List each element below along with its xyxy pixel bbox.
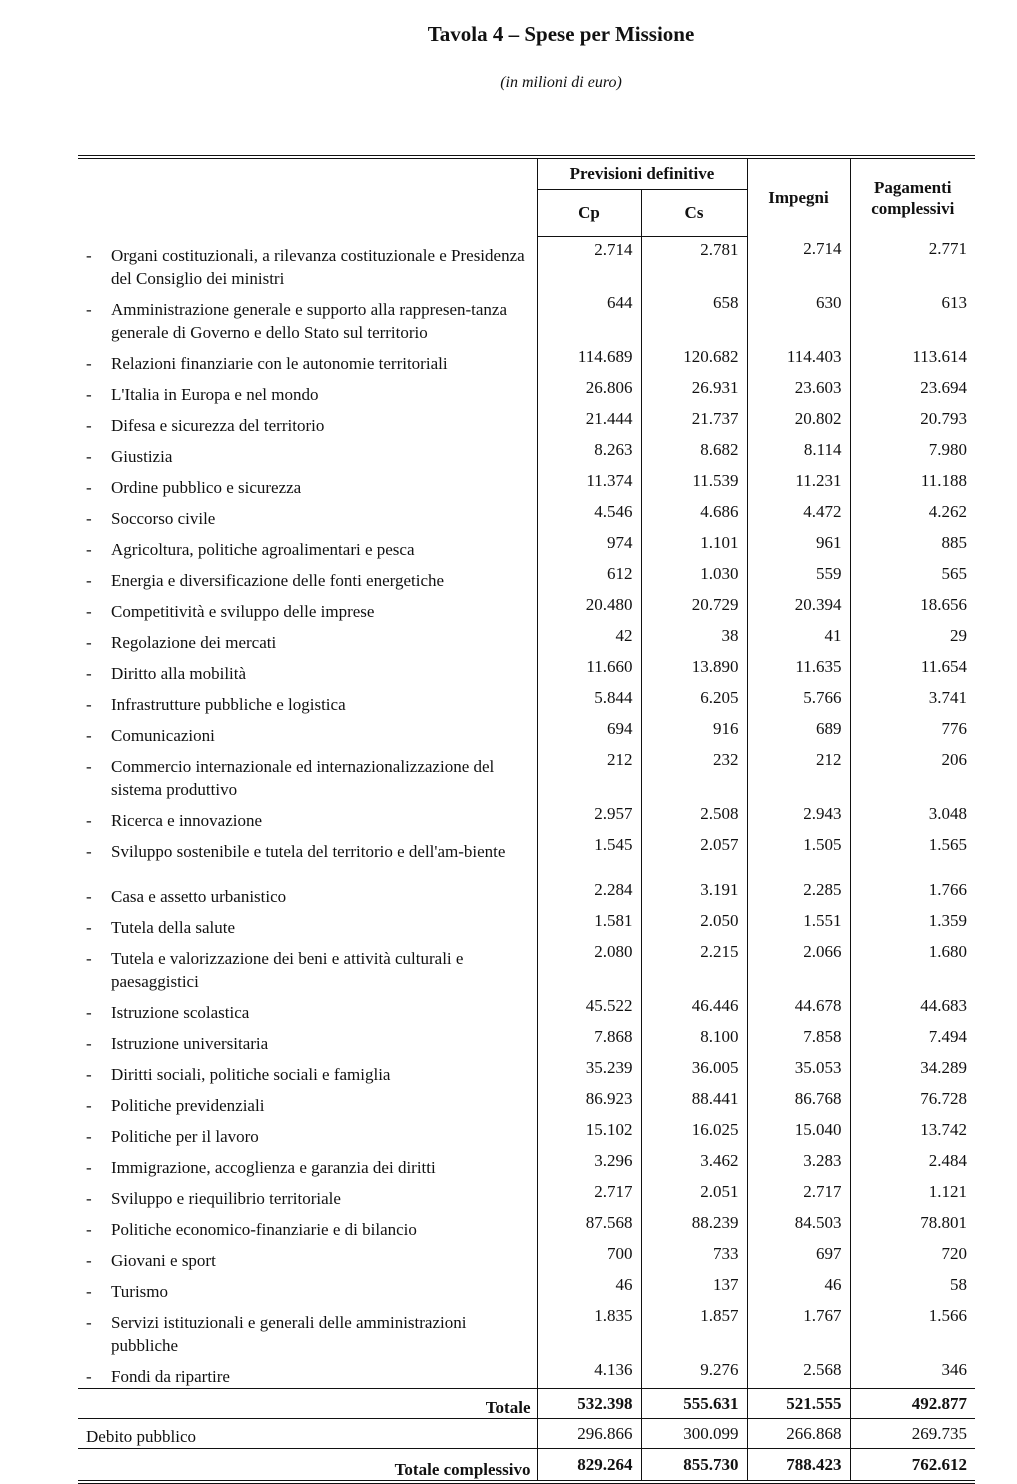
debito-row-cp: 296.866 [537, 1419, 641, 1449]
debito-row-impegni: 266.868 [747, 1419, 850, 1449]
totale-row-pagamenti: 492.877 [850, 1389, 975, 1419]
cell-pagamenti: 1.565 [850, 832, 975, 877]
row-label: Energia e diversificazione delle fonti energetiche [111, 571, 445, 590]
cell-cs: 21.737 [641, 406, 747, 437]
table-row [78, 832, 975, 877]
cell-cs: 26.931 [641, 375, 747, 406]
cell-impegni: 961 [747, 530, 850, 561]
cell-impegni: 84.503 [747, 1210, 850, 1241]
table-row [78, 1086, 975, 1117]
row-label-cell [78, 499, 537, 530]
table-row [78, 747, 975, 801]
bullet-dash: - [86, 385, 92, 404]
cell-cs: 6.205 [641, 685, 747, 716]
row-label-cell [78, 375, 537, 406]
row-label: Casa e assetto urbanistico [111, 887, 287, 906]
cell-cp: 2.717 [537, 1179, 641, 1210]
debito-row [78, 1419, 975, 1449]
row-label: Servizi istituzionali e generali delle amministrazioni pubbliche [111, 1313, 467, 1355]
cell-cp: 2.080 [537, 939, 641, 993]
cell-impegni: 86.768 [747, 1086, 850, 1117]
bullet-dash: - [86, 571, 92, 590]
row-label: Regolazione dei mercati [111, 633, 277, 652]
cell-cp: 212 [537, 747, 641, 801]
row-label: Diritto alla mobilità [111, 664, 247, 683]
row-label-cell [78, 716, 537, 747]
cell-pagamenti: 3.048 [850, 801, 975, 832]
table-row [78, 1241, 975, 1272]
cell-cp: 42 [537, 623, 641, 654]
row-label: Diritti sociali, politiche sociali e famiglia [111, 1065, 391, 1084]
table-row [78, 685, 975, 716]
cell-cp: 612 [537, 561, 641, 592]
row-label-cell [78, 1303, 537, 1357]
bullet-dash: - [86, 1127, 92, 1146]
row-label-cell [78, 344, 537, 375]
debito-row-label: Debito pubblico [78, 1419, 537, 1449]
totale-complessivo-row-cp: 829.264 [537, 1449, 641, 1482]
bullet-dash: - [86, 416, 92, 435]
table-row [78, 1024, 975, 1055]
table-row [78, 1272, 975, 1303]
cell-cs: 2.781 [641, 236, 747, 290]
table-row [78, 499, 975, 530]
bullet-dash: - [86, 726, 92, 745]
totale-complessivo-row [78, 1449, 975, 1482]
table-row [78, 1179, 975, 1210]
cell-impegni: 2.066 [747, 939, 850, 993]
row-label: Istruzione universitaria [111, 1034, 269, 1053]
bullet-dash: - [86, 918, 92, 937]
row-label-cell [78, 1086, 537, 1117]
cell-cp: 4.546 [537, 499, 641, 530]
table-row [78, 406, 975, 437]
cell-cp: 7.868 [537, 1024, 641, 1055]
table-row [78, 716, 975, 747]
table-row [78, 654, 975, 685]
cell-impegni: 20.394 [747, 592, 850, 623]
row-label-cell [78, 908, 537, 939]
header-cp: Cp [537, 189, 641, 236]
cell-pagamenti: 18.656 [850, 592, 975, 623]
cell-pagamenti: 23.694 [850, 375, 975, 406]
page-subtitle: (in milioni di euro) [500, 74, 622, 91]
row-label: Turismo [111, 1282, 169, 1301]
row-label-cell [78, 685, 537, 716]
cell-impegni: 11.635 [747, 654, 850, 685]
spese-table [78, 155, 975, 1484]
totale-row [78, 1389, 975, 1419]
bullet-dash: - [86, 633, 92, 652]
cell-impegni: 2.717 [747, 1179, 850, 1210]
cell-impegni: 20.802 [747, 406, 850, 437]
cell-impegni: 41 [747, 623, 850, 654]
cell-pagamenti: 776 [850, 716, 975, 747]
cell-pagamenti: 44.683 [850, 993, 975, 1024]
cell-cs: 20.729 [641, 592, 747, 623]
table-row [78, 1303, 975, 1357]
row-label: Istruzione scolastica [111, 1003, 250, 1022]
cell-pagamenti: 29 [850, 623, 975, 654]
cell-cs: 658 [641, 290, 747, 344]
bullet-dash: - [86, 1220, 92, 1239]
cell-cp: 21.444 [537, 406, 641, 437]
cell-cp: 46 [537, 1272, 641, 1303]
cell-pagamenti: 613 [850, 290, 975, 344]
cell-cs: 2.051 [641, 1179, 747, 1210]
cell-impegni: 1.767 [747, 1303, 850, 1357]
row-label-cell [78, 1357, 537, 1389]
cell-cs: 1.857 [641, 1303, 747, 1357]
cell-pagamenti: 1.680 [850, 939, 975, 993]
cell-cp: 5.844 [537, 685, 641, 716]
cell-cp: 15.102 [537, 1117, 641, 1148]
cell-impegni: 559 [747, 561, 850, 592]
cell-pagamenti: 11.188 [850, 468, 975, 499]
cell-impegni: 15.040 [747, 1117, 850, 1148]
cell-cp: 974 [537, 530, 641, 561]
row-label-cell [78, 939, 537, 993]
table-row [78, 993, 975, 1024]
cell-pagamenti: 20.793 [850, 406, 975, 437]
bullet-dash: - [86, 842, 92, 861]
row-label-cell [78, 623, 537, 654]
row-label: Politiche per il lavoro [111, 1127, 259, 1146]
row-label-cell [78, 592, 537, 623]
cell-cs: 46.446 [641, 993, 747, 1024]
row-label-cell [78, 1210, 537, 1241]
row-label: Ordine pubblico e sicurezza [111, 478, 302, 497]
cell-impegni: 1.505 [747, 832, 850, 877]
row-label: Organi costituzionali, a rilevanza costituzionale e Presidenza del Consiglio dei ministri [111, 246, 525, 288]
table-row [78, 468, 975, 499]
cell-pagamenti: 13.742 [850, 1117, 975, 1148]
row-label: Commercio internazionale ed internazionalizzazione del sistema produttivo [111, 757, 495, 799]
cell-pagamenti: 206 [850, 747, 975, 801]
cell-pagamenti: 1.121 [850, 1179, 975, 1210]
table-row [78, 344, 975, 375]
table-row [78, 623, 975, 654]
cell-pagamenti: 76.728 [850, 1086, 975, 1117]
table-row [78, 375, 975, 406]
cell-pagamenti: 7.980 [850, 437, 975, 468]
cell-cs: 11.539 [641, 468, 747, 499]
row-label-cell [78, 406, 537, 437]
bullet-dash: - [86, 478, 92, 497]
cell-cs: 2.057 [641, 832, 747, 877]
cell-cs: 1.030 [641, 561, 747, 592]
cell-cs: 38 [641, 623, 747, 654]
table-row [78, 939, 975, 993]
cell-pagamenti: 11.654 [850, 654, 975, 685]
row-label-cell [78, 993, 537, 1024]
row-label: L'Italia in Europa e nel mondo [111, 385, 319, 404]
row-label: Giovani e sport [111, 1251, 216, 1270]
row-label-cell [78, 1241, 537, 1272]
cell-impegni: 46 [747, 1272, 850, 1303]
row-label-cell [78, 1148, 537, 1179]
cell-pagamenti: 58 [850, 1272, 975, 1303]
cell-impegni: 5.766 [747, 685, 850, 716]
bullet-dash: - [86, 1158, 92, 1177]
cell-cs: 9.276 [641, 1357, 747, 1389]
row-label: Agricoltura, politiche agroalimentari e pesca [111, 540, 415, 559]
table-row [78, 908, 975, 939]
row-label-cell [78, 1024, 537, 1055]
cell-pagamenti: 2.484 [850, 1148, 975, 1179]
table-row [78, 236, 975, 290]
row-label: Comunicazioni [111, 726, 215, 745]
header-impegni: Impegni [747, 157, 850, 236]
row-label: Soccorso civile [111, 509, 216, 528]
cell-impegni: 35.053 [747, 1055, 850, 1086]
cell-cp: 26.806 [537, 375, 641, 406]
header-pagamenti: Pagamenti complessivi [850, 157, 975, 236]
bullet-dash: - [86, 949, 92, 968]
cell-pagamenti: 78.801 [850, 1210, 975, 1241]
table-row [78, 801, 975, 832]
cell-pagamenti: 2.771 [850, 236, 975, 290]
cell-impegni: 630 [747, 290, 850, 344]
header-row-1 [78, 157, 975, 189]
cell-cs: 36.005 [641, 1055, 747, 1086]
cell-cs: 8.100 [641, 1024, 747, 1055]
table-row [78, 592, 975, 623]
cell-cp: 11.374 [537, 468, 641, 499]
row-label: Immigrazione, accoglienza e garanzia dei diritti [111, 1158, 436, 1177]
cell-pagamenti: 3.741 [850, 685, 975, 716]
table-row [78, 561, 975, 592]
cell-cs: 2.215 [641, 939, 747, 993]
table-row [78, 1357, 975, 1389]
bullet-dash: - [86, 1096, 92, 1115]
cell-impegni: 2.714 [747, 236, 850, 290]
cell-cp: 20.480 [537, 592, 641, 623]
cell-cs: 137 [641, 1272, 747, 1303]
cell-cs: 733 [641, 1241, 747, 1272]
row-label-cell [78, 832, 537, 877]
cell-pagamenti: 1.766 [850, 877, 975, 908]
bullet-dash: - [86, 1251, 92, 1270]
bullet-dash: - [86, 1313, 92, 1332]
cell-pagamenti: 565 [850, 561, 975, 592]
totale-row-cp: 532.398 [537, 1389, 641, 1419]
page-title: Tavola 4 – Spese per Missione [427, 22, 695, 46]
cell-impegni: 8.114 [747, 437, 850, 468]
bullet-dash: - [86, 1189, 92, 1208]
cell-cs: 16.025 [641, 1117, 747, 1148]
cell-cp: 35.239 [537, 1055, 641, 1086]
cell-cp: 4.136 [537, 1357, 641, 1389]
bullet-dash: - [86, 1282, 92, 1301]
bullet-dash: - [86, 602, 92, 621]
bullet-dash: - [86, 354, 92, 373]
row-label-cell [78, 747, 537, 801]
cell-impegni: 114.403 [747, 344, 850, 375]
cell-pagamenti: 346 [850, 1357, 975, 1389]
cell-cs: 232 [641, 747, 747, 801]
cell-impegni: 2.568 [747, 1357, 850, 1389]
table-row [78, 530, 975, 561]
cell-cs: 2.508 [641, 801, 747, 832]
bullet-dash: - [86, 540, 92, 559]
header-previsioni: Previsioni definitive [537, 157, 747, 189]
cell-cp: 2.957 [537, 801, 641, 832]
table-row [78, 290, 975, 344]
cell-cs: 13.890 [641, 654, 747, 685]
bullet-dash: - [86, 1367, 92, 1386]
row-label: Amministrazione generale e supporto alla rappresen-tanza generale di Governo e dello Stato sul territorio [111, 300, 508, 342]
cell-impegni: 1.551 [747, 908, 850, 939]
cell-pagamenti: 34.289 [850, 1055, 975, 1086]
totale-complessivo-row-impegni: 788.423 [747, 1449, 850, 1482]
table-row [78, 437, 975, 468]
row-label-cell [78, 468, 537, 499]
cell-cp: 87.568 [537, 1210, 641, 1241]
cell-cs: 88.441 [641, 1086, 747, 1117]
cell-cp: 644 [537, 290, 641, 344]
row-label: Sviluppo sostenibile e tutela del territorio e dell'am-biente [111, 842, 506, 861]
cell-cs: 916 [641, 716, 747, 747]
bullet-dash: - [86, 757, 92, 776]
table-row [78, 877, 975, 908]
totale-row-label: Totale [78, 1389, 537, 1419]
cell-cs: 2.050 [641, 908, 747, 939]
cell-cs: 8.682 [641, 437, 747, 468]
row-label-cell [78, 1117, 537, 1148]
row-label: Giustizia [111, 447, 173, 466]
cell-pagamenti: 1.359 [850, 908, 975, 939]
row-label: Sviluppo e riequilibrio territoriale [111, 1189, 341, 1208]
cell-cp: 45.522 [537, 993, 641, 1024]
bullet-dash: - [86, 695, 92, 714]
cell-cs: 88.239 [641, 1210, 747, 1241]
bullet-dash: - [86, 246, 92, 265]
cell-impegni: 23.603 [747, 375, 850, 406]
table-row [78, 1210, 975, 1241]
cell-pagamenti: 885 [850, 530, 975, 561]
debito-row-cs: 300.099 [641, 1419, 747, 1449]
row-label: Tutela e valorizzazione dei beni e attività culturali e paesaggistici [111, 949, 464, 991]
table-row [78, 1055, 975, 1086]
cell-impegni: 689 [747, 716, 850, 747]
cell-cp: 3.296 [537, 1148, 641, 1179]
cell-cp: 2.714 [537, 236, 641, 290]
bullet-dash: - [86, 1003, 92, 1022]
cell-cp: 694 [537, 716, 641, 747]
cell-impegni: 7.858 [747, 1024, 850, 1055]
cell-cs: 4.686 [641, 499, 747, 530]
row-label-cell [78, 530, 537, 561]
cell-cs: 120.682 [641, 344, 747, 375]
header-blank-cell [78, 157, 537, 236]
totale-complessivo-row-pagamenti: 762.612 [850, 1449, 975, 1482]
cell-impegni: 2.943 [747, 801, 850, 832]
debito-row-pagamenti: 269.735 [850, 1419, 975, 1449]
row-label-cell [78, 1055, 537, 1086]
row-label-cell [78, 877, 537, 908]
cell-pagamenti: 1.566 [850, 1303, 975, 1357]
row-label-cell [78, 236, 537, 290]
bullet-dash: - [86, 811, 92, 830]
cell-impegni: 3.283 [747, 1148, 850, 1179]
cell-pagamenti: 4.262 [850, 499, 975, 530]
row-label-cell [78, 437, 537, 468]
row-label: Relazioni finanziarie con le autonomie territoriali [111, 354, 448, 373]
bullet-dash: - [86, 1065, 92, 1084]
row-label: Politiche previdenziali [111, 1096, 265, 1115]
row-label-cell [78, 561, 537, 592]
row-label: Tutela della salute [111, 918, 236, 937]
row-label: Fondi da ripartire [111, 1367, 230, 1386]
row-label: Difesa e sicurezza del territorio [111, 416, 325, 435]
bullet-dash: - [86, 1034, 92, 1053]
cell-impegni: 4.472 [747, 499, 850, 530]
cell-cp: 1.581 [537, 908, 641, 939]
cell-impegni: 212 [747, 747, 850, 801]
row-label-cell [78, 1272, 537, 1303]
row-label: Ricerca e innovazione [111, 811, 263, 830]
totale-row-cs: 555.631 [641, 1389, 747, 1419]
row-label-cell [78, 1179, 537, 1210]
cell-impegni: 44.678 [747, 993, 850, 1024]
bullet-dash: - [86, 509, 92, 528]
bullet-dash: - [86, 300, 92, 319]
cell-cp: 2.284 [537, 877, 641, 908]
cell-cp: 1.835 [537, 1303, 641, 1357]
cell-cs: 1.101 [641, 530, 747, 561]
row-label-cell [78, 801, 537, 832]
cell-impegni: 11.231 [747, 468, 850, 499]
totale-complessivo-row-cs: 855.730 [641, 1449, 747, 1482]
totale-row-impegni: 521.555 [747, 1389, 850, 1419]
row-label-cell [78, 290, 537, 344]
cell-cp: 1.545 [537, 832, 641, 877]
cell-pagamenti: 720 [850, 1241, 975, 1272]
cell-cp: 86.923 [537, 1086, 641, 1117]
cell-cs: 3.191 [641, 877, 747, 908]
cell-impegni: 697 [747, 1241, 850, 1272]
cell-pagamenti: 7.494 [850, 1024, 975, 1055]
cell-cp: 11.660 [537, 654, 641, 685]
table-body [78, 157, 975, 1482]
row-label: Infrastrutture pubbliche e logistica [111, 695, 346, 714]
table-row [78, 1148, 975, 1179]
cell-cp: 114.689 [537, 344, 641, 375]
bullet-dash: - [86, 447, 92, 466]
table-row [78, 1117, 975, 1148]
row-label: Politiche economico-finanziarie e di bilancio [111, 1220, 417, 1239]
cell-pagamenti: 113.614 [850, 344, 975, 375]
cell-cp: 700 [537, 1241, 641, 1272]
row-label: Competitività e sviluppo delle imprese [111, 602, 375, 621]
bullet-dash: - [86, 887, 92, 906]
cell-cp: 8.263 [537, 437, 641, 468]
row-label-cell [78, 654, 537, 685]
totale-complessivo-row-label: Totale complessivo [78, 1449, 537, 1482]
bullet-dash: - [86, 664, 92, 683]
header-cs: Cs [641, 189, 747, 236]
cell-cs: 3.462 [641, 1148, 747, 1179]
cell-impegni: 2.285 [747, 877, 850, 908]
